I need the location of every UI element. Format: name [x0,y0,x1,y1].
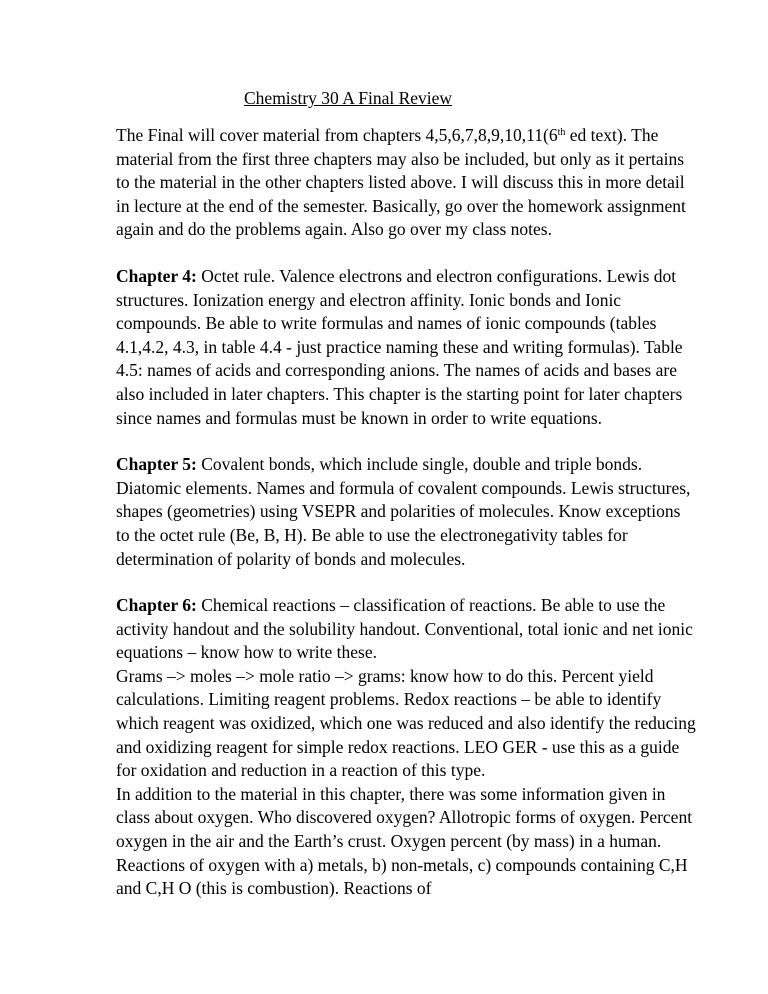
chapter-5-section [116,453,696,571]
chapter-6-heading: Chapter 6: [116,595,197,616]
chapter-5-text: Covalent bonds, which include single, double and triple bonds. Diatomic elements. Names and formula of covalent compounds. Lewis structures, shapes (geometries) using VSEPR and polarities of molecules. Know exceptions to the octet rule (Be, B, H). Be able to use the electronegativity tables for determination of polarity of bonds and molecules. [116,454,691,569]
chapter-6-text: Chemical reactions – classification of reactions. Be able to use the activity handout and the solubility handout. Conventional, total ionic and net ionic equations – know how to write these. [116,595,693,663]
chapter-5-heading: Chapter 5: [116,454,197,475]
intro-paragraph [116,124,696,242]
intro-text-end: ed text). The material from the first three chapters may also be included, but only as it pertains to the material in the other chapters listed above. I will discuss this in more detail in lecture at the end of the semester. Basically, go over the homework assignment again and do the problems again. Also go over my class notes. [116,125,686,240]
chapter-4-heading: Chapter 4: [116,265,197,286]
chapter-6-section [116,594,696,901]
document-title: Chemistry 30 A Final Review [244,88,453,108]
chapter-6-oxygen-text: In addition to the material in this chapter, there was some information given in class about oxygen. Who discovered oxygen? Allotropic forms of oxygen. Percent oxygen in the air and the Earth’s crust. Oxygen percent (by mass) in a human. Reactions of oxygen with a) metals, b) non-metals, c) compounds containing C,H and C,H O (this is combustion). Reactions of [116,783,693,899]
chapter-4-text: Octet rule. Valence electrons and electron configurations. Lewis dot structures. Ionization energy and electron affinity. Ionic bonds and Ionic compounds. Be able to write formulas and names of ionic compounds (tables 4.1,4.2, 4.3, in table 4.4 - just practice naming these and writing formulas). Table 4.5: names of acids and corresponding anions. The names of acids and bases are also included in later chapters. This chapter is the starting point for later chapters since names and formulas must be known in order to write equations. [116,265,683,428]
edition-superscript: th [557,127,566,138]
chapter-4-section [116,265,696,430]
chapter-6-stoichiometry-text: Grams –> moles –> mole ratio –> grams: know how to do this. Percent yield calculations. Limiting reagent problems. Redox reactions – be able to identify which reagent was oxidized, which one was reduced and also identify the reducing and oxidizing reagent for simple redox reactions. LEO GER - use this as a guide for oxidation and reduction in a reaction of this type. [116,665,696,781]
intro-text-start: The Final will cover material from chapters 4,5,6,7,8,9,10,11(6 [116,125,558,145]
